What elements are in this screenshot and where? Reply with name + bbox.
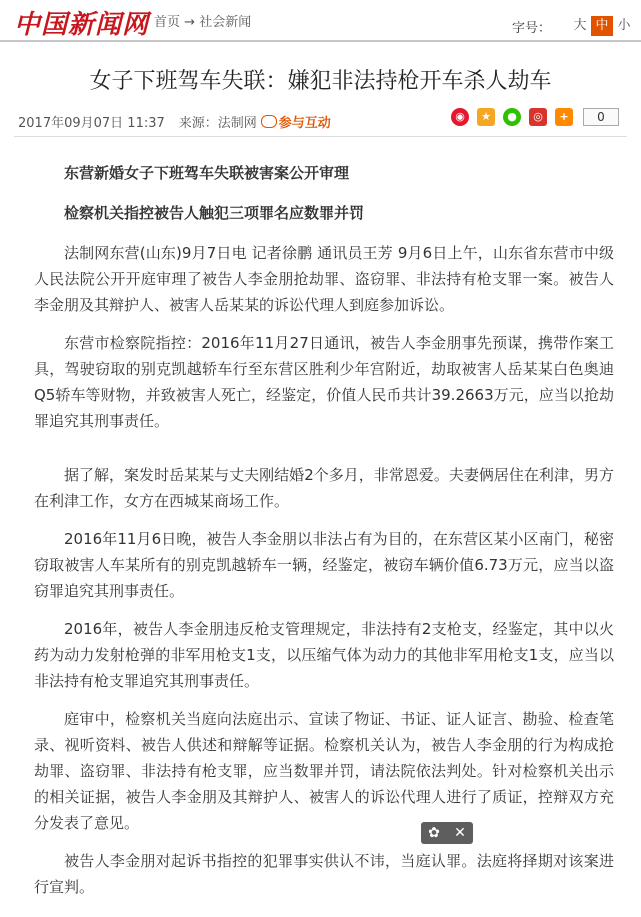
article-meta — [18, 112, 331, 131]
weibo-share-icon[interactable]: ◉ — [451, 108, 469, 126]
interact-link[interactable] — [261, 112, 331, 131]
top-bar — [0, 0, 641, 42]
breadcrumb-section[interactable]: 社会新闻 — [199, 15, 252, 30]
article-body — [34, 160, 614, 912]
qzone-share-icon[interactable]: ★ — [477, 108, 495, 126]
article-subtitle: 东营新婚女子下班驾车失联被害案公开审理 — [64, 164, 350, 182]
article-paragraph: 2016年，被告人李金朋违反枪支管理规定，非法持有2支枪支，经鉴定，其中以火药为动力发射枪弹的非军用枪支1支，以压缩气体为动力的其他非军用枪支1支，应当以非法持有枪支罪追究其刑事责任。 — [34, 620, 614, 690]
font-size-medium-button[interactable]: 中 — [591, 16, 613, 36]
settings-gear-icon[interactable]: ✿ — [428, 825, 440, 841]
article-paragraph: 据了解，案发时岳某某与丈夫刚结婚2个多月，非常恩爱。夫妻俩居住在利津，男方在利津工作，女方在西城某商场工作。 — [34, 466, 614, 510]
article-paragraph: 2016年11月6日晚，被告人李金朋以非法占有为目的，在东营区某小区南门，秘密窃取被害人车某所有的别克凯越轿车一辆，经鉴定，被窃车辆价值6.73万元，应当以盗窃罪追究其刑事责任。 — [34, 530, 614, 600]
font-size-label: 字号： — [511, 20, 551, 36]
share-bar — [451, 108, 619, 126]
article-paragraph: 被告人李金朋对起诉书指控的犯罪事实供认不讳，当庭认罪。法庭将择期对该案进行宣判。 — [34, 852, 614, 896]
site-logo[interactable]: 中国新闻网 — [14, 10, 150, 40]
comment-bubble-icon — [261, 115, 277, 128]
breadcrumb-arrow-icon: → — [184, 15, 196, 30]
article-datetime: 2017年09月07日 11:37 — [18, 116, 165, 131]
more-share-plus-icon[interactable]: + — [555, 108, 573, 126]
renren-share-icon[interactable]: ◎ — [529, 108, 547, 126]
article-source: 来源：法制网 — [178, 116, 257, 131]
floating-toolbar[interactable] — [421, 822, 473, 844]
article-paragraph: 庭审中，检察机关当庭向法庭出示、宣读了物证、书证、证人证言、勘验、检查笔录、视听资料、被告人供述和辩解等证据。检察机关认为，被告人李金朋的行为构成抢劫罪、盗窃罪、非法持有枪支罪，应当数罪并罚，请法院依法判处。针对检察机关出示的相关证据，被告人李金朋及其辩护人、被害人的诉讼代理人进行了质证，控辩双方充分发表了意见。 — [34, 710, 614, 832]
breadcrumb — [154, 11, 251, 30]
wechat-share-icon[interactable]: ● — [503, 108, 521, 126]
interact-label: 参与互动 — [278, 116, 331, 131]
article-paragraph: 东营市检察院指控：2016年11月27日通讯，被告人李金朋事先预谋，携带作案工具，驾驶窃取的别克凯越轿车行至东营区胜利少年宫附近，劫取被害人岳某某白色奥迪Q5轿车等财物，并致被害人死亡，经鉴定，价值人民币共计39.2663万元，应当以抢劫罪追究其刑事责任。 — [34, 334, 614, 430]
font-size-large-button[interactable]: 大 — [573, 18, 587, 33]
close-icon[interactable]: ✕ — [454, 825, 466, 841]
font-size-control — [512, 16, 635, 36]
article-title: 女子下班驾车失联：嫌犯非法持枪开车杀人劫车 — [89, 69, 552, 94]
breadcrumb-home[interactable]: 首页 — [154, 15, 181, 30]
header-divider — [14, 136, 627, 137]
font-size-small-button[interactable]: 小 — [617, 18, 631, 33]
share-count: 0 — [583, 108, 619, 126]
article-paragraph: 法制网东营(山东)9月7日电 记者徐鹏 通讯员王芳 9月6日上午，山东省东营市中级人民法院公开开庭审理了被告人李金朋抢劫罪、盗窃罪、非法持有枪支罪一案。被告人李金朋及其辩护人、被害人岳某某的诉讼代理人到庭参加诉讼。 — [34, 244, 614, 314]
article-subtitle: 检察机关指控被告人触犯三项罪名应数罪并罚 — [64, 204, 365, 222]
